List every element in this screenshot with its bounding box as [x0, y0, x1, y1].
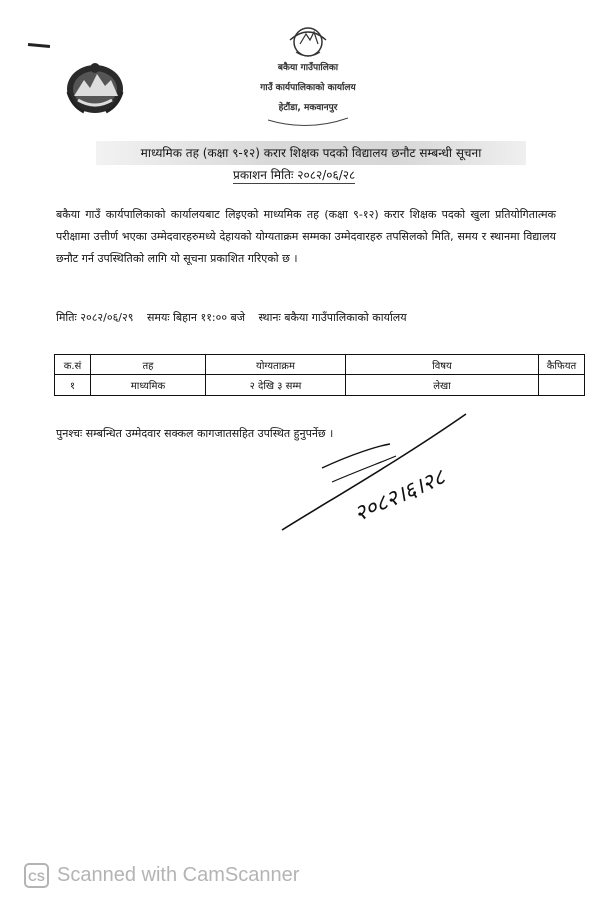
stamp-line-3: हेटौंडा, मकवानपुर — [278, 103, 338, 113]
publication-date: प्रकाशन मितिः २०८२/०६/२८ — [233, 168, 356, 182]
notice-body: बकैया गाउँ कार्यपालिकाको कार्यालयबाट लिइएको माध्यमिक तह (कक्षा ९-१२) करार शिक्षक पदको खुला प्रतियोगितात्मक परीक्षामा उत्तीर्ण भएका उम्मेदवारहरुमध्ये देहायको योग्यताक्रम सम्मका उम्मेदवारहरु तपसिलको मिति, समय र स्थानमा विद्यालय छनौट गर्न उपस्थितिको लागि यो सूचना प्रकाशित गरिएको छ । — [56, 208, 556, 265]
schedule-place: स्थानः बकैया गाउँपालिकाको कार्यालय — [258, 311, 407, 324]
table-row — [55, 375, 585, 396]
office-stamp — [238, 22, 378, 130]
nepal-government-emblem-icon — [64, 56, 126, 118]
handwritten-signature — [270, 410, 470, 550]
stamp-line-1: बकैया गाउँपालिका — [277, 63, 339, 73]
cell-remarks — [539, 375, 585, 396]
schedule-line — [56, 309, 417, 327]
stamp-emblem-icon — [238, 22, 378, 130]
signature-date: २०८२।६।२८ — [350, 464, 449, 528]
schedule-time: समयः बिहान ११:०० बजे — [146, 311, 245, 324]
cell-level: माध्यमिक — [91, 375, 206, 396]
stamp-line-2: गाउँ कार्यपालिकाको कार्यालय — [260, 83, 356, 93]
camscanner-watermark — [24, 860, 364, 890]
cell-serial: १ — [55, 375, 91, 396]
schedule-date: मितिः २०८२/०६/२९ — [56, 311, 134, 324]
header-remarks: कैफियत — [539, 355, 585, 375]
postscript-note: पुनश्चः सम्बन्धित उम्मेदवार सक्कल कागजातसहित उपस्थित हुनुपर्नेछ । — [56, 427, 334, 440]
cell-subject: लेखा — [346, 375, 539, 396]
cell-merit-order: २ देखि ३ सम्म — [206, 375, 346, 396]
table-header-row — [55, 355, 585, 375]
header-subject: विषय — [346, 355, 539, 375]
watermark-text: Scanned with CamScanner — [57, 863, 300, 886]
pen-mark — [28, 43, 50, 48]
header-serial: क.सं — [55, 355, 91, 375]
selection-table — [54, 354, 585, 396]
notice-title: माध्यमिक तह (कक्षा ९-१२) करार शिक्षक पदको विद्यालय छनौट सम्बन्धी सूचना — [96, 141, 526, 165]
header-merit-order: योग्यताक्रम — [206, 355, 346, 375]
header-level: तह — [91, 355, 206, 375]
camscanner-logo-icon: CS — [24, 863, 49, 888]
